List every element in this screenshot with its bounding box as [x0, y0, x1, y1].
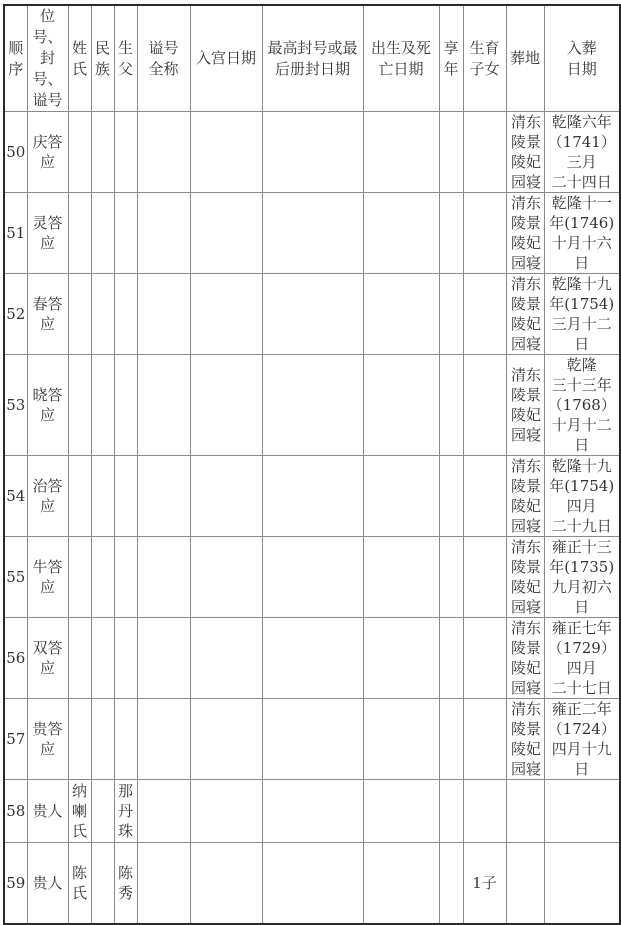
cell-ethnicity [91, 112, 114, 193]
cell-line: 乾隆 [566, 356, 597, 374]
cell-age [439, 112, 463, 193]
cell-birth-death [363, 699, 439, 780]
cell-line: 日 [574, 436, 590, 454]
header-line: 最高封号或最 [267, 38, 358, 57]
cell-line: 清东 [510, 366, 541, 384]
cell-entry-date [190, 274, 262, 355]
header-line: 谥号 [148, 38, 179, 57]
cell-line: 年(1754) [549, 295, 615, 313]
cell-ethnicity [91, 456, 114, 537]
cell-line: 陵景 [510, 295, 541, 313]
cell-burial-place [506, 843, 544, 925]
cell-line: 秀 [117, 884, 133, 902]
cell-line: 乾隆十九 [551, 457, 612, 475]
cell-burial-date [544, 274, 620, 355]
cell-line: 乾隆十九 [551, 275, 612, 293]
cell-birth-death [363, 193, 439, 274]
cell-line: 二十七日 [551, 679, 612, 697]
cell-father [114, 537, 137, 618]
cell-line: 三月 [566, 153, 597, 171]
cell-burial-date [544, 843, 620, 925]
cell-line: 应 [39, 578, 55, 596]
cell-father [114, 355, 137, 456]
cell-highest-title-date [262, 274, 363, 355]
cell-line: 园寝 [510, 254, 541, 272]
cell-line: 陵景 [510, 133, 541, 151]
cell-entry-date [190, 112, 262, 193]
cell-age [439, 355, 463, 456]
cell-posthumous-full [137, 537, 190, 618]
header-line: 顺 [8, 38, 24, 57]
cell-highest-title-date [262, 193, 363, 274]
cell-ethnicity [91, 274, 114, 355]
cell-line: 三月十二 [551, 315, 612, 333]
cell-age [439, 456, 463, 537]
cell-posthumous-full [137, 780, 190, 843]
cell-posthumous-full [137, 843, 190, 925]
table-row [4, 355, 620, 456]
header-line: 生 [117, 38, 133, 57]
cell-surname [68, 618, 91, 699]
cell-line: 乾隆六年 [551, 113, 612, 131]
cell-line: 灵答 [32, 214, 63, 232]
cell-surname [68, 274, 91, 355]
cell-line: 陵景 [510, 477, 541, 495]
table-row [4, 193, 620, 274]
cell-title [27, 456, 68, 537]
cell-children [463, 537, 506, 618]
cell-line: 春答 [32, 295, 63, 313]
header-line: 姓 [71, 38, 87, 57]
cell-line: 那 [117, 782, 133, 800]
cell-burial-date [544, 112, 620, 193]
cell-line: 晓答 [32, 386, 63, 404]
table-row [4, 112, 620, 193]
cell-line: 陵妃 [510, 234, 541, 252]
cell-burial-place [506, 112, 544, 193]
cell-ethnicity [91, 843, 114, 925]
cell-line: （1741） [547, 133, 616, 151]
cell-line: 清东 [510, 700, 541, 718]
cell-age [439, 537, 463, 618]
column-header-posthumous-full [137, 5, 190, 112]
table-body [4, 112, 620, 925]
cell-line: 陵景 [510, 558, 541, 576]
cell-line: 清东 [510, 275, 541, 293]
cell-ethnicity [91, 193, 114, 274]
table-row [4, 618, 620, 699]
cell-highest-title-date [262, 780, 363, 843]
cell-seq: 52 [4, 274, 27, 355]
column-header-birth-death [363, 5, 439, 112]
column-header-highest-title-date [262, 5, 363, 112]
cell-father [114, 780, 137, 843]
cell-line: 园寝 [510, 335, 541, 353]
cell-seq: 54 [4, 456, 27, 537]
cell-burial-place [506, 355, 544, 456]
cell-line: 清东 [510, 619, 541, 637]
header-line: 族 [94, 59, 110, 78]
cell-surname [68, 843, 91, 925]
cell-line: 贵人 [32, 802, 63, 820]
table-row [4, 843, 620, 925]
cell-line: 雍正七年 [551, 619, 612, 637]
cell-line: 四月 [566, 497, 597, 515]
cell-entry-date [190, 193, 262, 274]
cell-burial-date [544, 456, 620, 537]
cell-entry-date [190, 780, 262, 843]
cell-line: 应 [39, 497, 55, 515]
cell-burial-date [544, 355, 620, 456]
cell-line: 园寝 [510, 679, 541, 697]
cell-posthumous-full [137, 112, 190, 193]
cell-line: 年(1754) [549, 477, 615, 495]
cell-posthumous-full [137, 274, 190, 355]
cell-line: 三十三年 [551, 376, 612, 394]
cell-line: 园寝 [510, 517, 541, 535]
cell-highest-title-date [262, 355, 363, 456]
table-row [4, 699, 620, 780]
cell-line: 贵答 [32, 720, 63, 738]
header-line: 氏 [71, 59, 87, 78]
cell-burial-place [506, 456, 544, 537]
cell-line: （1724） [547, 720, 616, 738]
cell-children [463, 355, 506, 456]
column-header-ethnicity [91, 5, 114, 112]
cell-line: 园寝 [510, 598, 541, 616]
cell-title [27, 843, 68, 925]
cell-line: 日 [574, 598, 590, 616]
cell-line: 年(1746) [549, 214, 615, 232]
column-header-age [439, 5, 463, 112]
cell-entry-date [190, 843, 262, 925]
cell-ethnicity [91, 355, 114, 456]
cell-line: 雍正二年 [551, 700, 612, 718]
cell-birth-death [363, 843, 439, 925]
cell-birth-death [363, 112, 439, 193]
header-line: 位号、 [32, 7, 63, 46]
cell-burial-place [506, 699, 544, 780]
cell-title [27, 537, 68, 618]
cell-burial-place [506, 618, 544, 699]
cell-line: 应 [39, 153, 55, 171]
cell-age [439, 843, 463, 925]
cell-posthumous-full [137, 355, 190, 456]
cell-children [463, 456, 506, 537]
cell-line: 陵景 [510, 386, 541, 404]
cell-line: 园寝 [510, 426, 541, 444]
cell-birth-death [363, 618, 439, 699]
header-line: 民 [94, 38, 110, 57]
cell-line: 应 [39, 406, 55, 424]
cell-line: 园寝 [510, 760, 541, 778]
cell-line: 日 [574, 335, 590, 353]
cell-line: 园寝 [510, 173, 541, 191]
cell-burial-date [544, 193, 620, 274]
cell-children: 1子 [463, 843, 506, 925]
cell-posthumous-full [137, 618, 190, 699]
cell-surname [68, 456, 91, 537]
cell-line: （1768） [547, 396, 616, 414]
cell-line: 清东 [510, 538, 541, 556]
cell-line: 清东 [510, 113, 541, 131]
cell-burial-date [544, 618, 620, 699]
cell-highest-title-date [262, 843, 363, 925]
cell-line: 丹 [117, 802, 133, 820]
column-header-title [27, 5, 68, 112]
header-line: 年 [443, 59, 459, 78]
cell-father [114, 618, 137, 699]
cell-seq: 58 [4, 780, 27, 843]
column-header-father [114, 5, 137, 112]
table-row [4, 274, 620, 355]
cell-line: 年(1735) [549, 558, 615, 576]
cell-children [463, 112, 506, 193]
cell-surname [68, 112, 91, 193]
cell-seq: 51 [4, 193, 27, 274]
cell-line: 陵妃 [510, 740, 541, 758]
header-line: 谥号 [32, 91, 63, 109]
cell-seq: 56 [4, 618, 27, 699]
cell-line: 陵景 [510, 720, 541, 738]
cell-burial-place [506, 274, 544, 355]
cell-line: 日 [574, 760, 590, 778]
cell-children [463, 780, 506, 843]
cell-line: 二十九日 [551, 517, 612, 535]
cell-title [27, 274, 68, 355]
cell-children [463, 699, 506, 780]
cell-father [114, 112, 137, 193]
table-row [4, 456, 620, 537]
cell-children [463, 618, 506, 699]
cell-burial-place [506, 780, 544, 843]
cell-title [27, 355, 68, 456]
cell-age [439, 699, 463, 780]
cell-line: 应 [39, 315, 55, 333]
header-line: 生育 [469, 38, 500, 57]
cell-burial-date [544, 780, 620, 843]
cell-line: 四月 [566, 659, 597, 677]
header-line: 序 [8, 59, 24, 78]
cell-children [463, 193, 506, 274]
cell-line: 四月十九 [551, 740, 612, 758]
cell-highest-title-date [262, 456, 363, 537]
cell-highest-title-date [262, 699, 363, 780]
cell-entry-date [190, 355, 262, 456]
cell-line: 雍正十三 [551, 538, 612, 556]
cell-line: 乾隆十一 [551, 194, 612, 212]
cell-ethnicity [91, 537, 114, 618]
cell-birth-death [363, 456, 439, 537]
cell-burial-place [506, 537, 544, 618]
cell-birth-death [363, 274, 439, 355]
cell-highest-title-date [262, 618, 363, 699]
cell-line: 十月十六 [551, 234, 612, 252]
cell-title [27, 112, 68, 193]
cell-line: 陵景 [510, 214, 541, 232]
cell-highest-title-date [262, 537, 363, 618]
header-line: 亡日期 [378, 59, 424, 78]
header-line: 全称 [148, 59, 179, 78]
cell-line: 陵妃 [510, 497, 541, 515]
cell-title [27, 193, 68, 274]
cell-father [114, 843, 137, 925]
cell-seq: 59 [4, 843, 27, 925]
cell-ethnicity [91, 780, 114, 843]
cell-line: 日 [574, 254, 590, 272]
column-header-burial-place [506, 5, 544, 112]
header-line: 子女 [469, 59, 500, 78]
cell-line: 氏 [71, 884, 87, 902]
cell-line: 十月十二 [551, 416, 612, 434]
cell-line: 珠 [117, 822, 133, 840]
cell-surname [68, 355, 91, 456]
cell-line: 陵妃 [510, 406, 541, 424]
column-header-burial-date [544, 5, 620, 112]
cell-line: 陵妃 [510, 578, 541, 596]
cell-line: 庆答 [32, 133, 63, 151]
cell-title [27, 699, 68, 780]
cell-line: （1729） [547, 639, 616, 657]
cell-age [439, 618, 463, 699]
cell-ethnicity [91, 699, 114, 780]
cell-seq: 57 [4, 699, 27, 780]
cell-posthumous-full [137, 699, 190, 780]
cell-line: 应 [39, 740, 55, 758]
header-line: 封号、 [32, 49, 63, 88]
cell-line: 双答 [32, 639, 63, 657]
cell-ethnicity [91, 618, 114, 699]
header-line: 父 [117, 59, 133, 78]
cell-burial-date [544, 699, 620, 780]
cell-title [27, 618, 68, 699]
cell-line: 陵妃 [510, 659, 541, 677]
column-header-surname [68, 5, 91, 112]
cell-line: 应 [39, 234, 55, 252]
header-line: 葬地 [509, 49, 540, 67]
cell-line: 牛答 [32, 558, 63, 576]
header-line: 出生及死 [370, 38, 431, 57]
cell-line: 氏 [71, 822, 87, 840]
cell-surname [68, 193, 91, 274]
cell-birth-death [363, 780, 439, 843]
cell-line: 九月初六 [551, 578, 612, 596]
cell-birth-death [363, 537, 439, 618]
cell-entry-date [190, 537, 262, 618]
cell-posthumous-full [137, 193, 190, 274]
cell-line: 陈 [117, 864, 133, 882]
header-line: 享 [443, 38, 459, 57]
cell-father [114, 699, 137, 780]
cell-burial-date [544, 537, 620, 618]
header-line: 入宫日期 [195, 49, 256, 67]
cell-seq: 55 [4, 537, 27, 618]
table-row [4, 780, 620, 843]
column-header-children [463, 5, 506, 112]
column-header-entry-date [190, 5, 262, 112]
cell-entry-date [190, 699, 262, 780]
header-line: 后册封日期 [274, 59, 350, 78]
cell-surname [68, 780, 91, 843]
header-row [4, 5, 620, 112]
cell-line: 陵妃 [510, 315, 541, 333]
cell-age [439, 193, 463, 274]
cell-line: 应 [39, 659, 55, 677]
header-line: 入葬 [566, 38, 597, 57]
cell-entry-date [190, 456, 262, 537]
cell-line: 清东 [510, 194, 541, 212]
cell-line: 治答 [32, 477, 63, 495]
cell-highest-title-date [262, 112, 363, 193]
cell-surname [68, 537, 91, 618]
cell-line: 喇 [71, 802, 87, 820]
consort-roster-table [3, 4, 621, 925]
cell-age [439, 780, 463, 843]
cell-children [463, 274, 506, 355]
cell-father [114, 193, 137, 274]
cell-line: 陈 [71, 864, 87, 882]
header-line: 日期 [566, 59, 597, 78]
cell-line: 陵景 [510, 639, 541, 657]
cell-birth-death [363, 355, 439, 456]
cell-age [439, 274, 463, 355]
table-row [4, 537, 620, 618]
cell-surname [68, 699, 91, 780]
cell-line: 纳 [71, 782, 87, 800]
cell-entry-date [190, 618, 262, 699]
cell-burial-place [506, 193, 544, 274]
cell-line: 陵妃 [510, 153, 541, 171]
cell-father [114, 274, 137, 355]
cell-title [27, 780, 68, 843]
cell-posthumous-full [137, 456, 190, 537]
cell-seq: 50 [4, 112, 27, 193]
cell-father [114, 456, 137, 537]
cell-line: 二十四日 [551, 173, 612, 191]
cell-line: 清东 [510, 457, 541, 475]
cell-seq: 53 [4, 355, 27, 456]
cell-line: 贵人 [32, 874, 63, 892]
column-header-seq [4, 5, 27, 112]
